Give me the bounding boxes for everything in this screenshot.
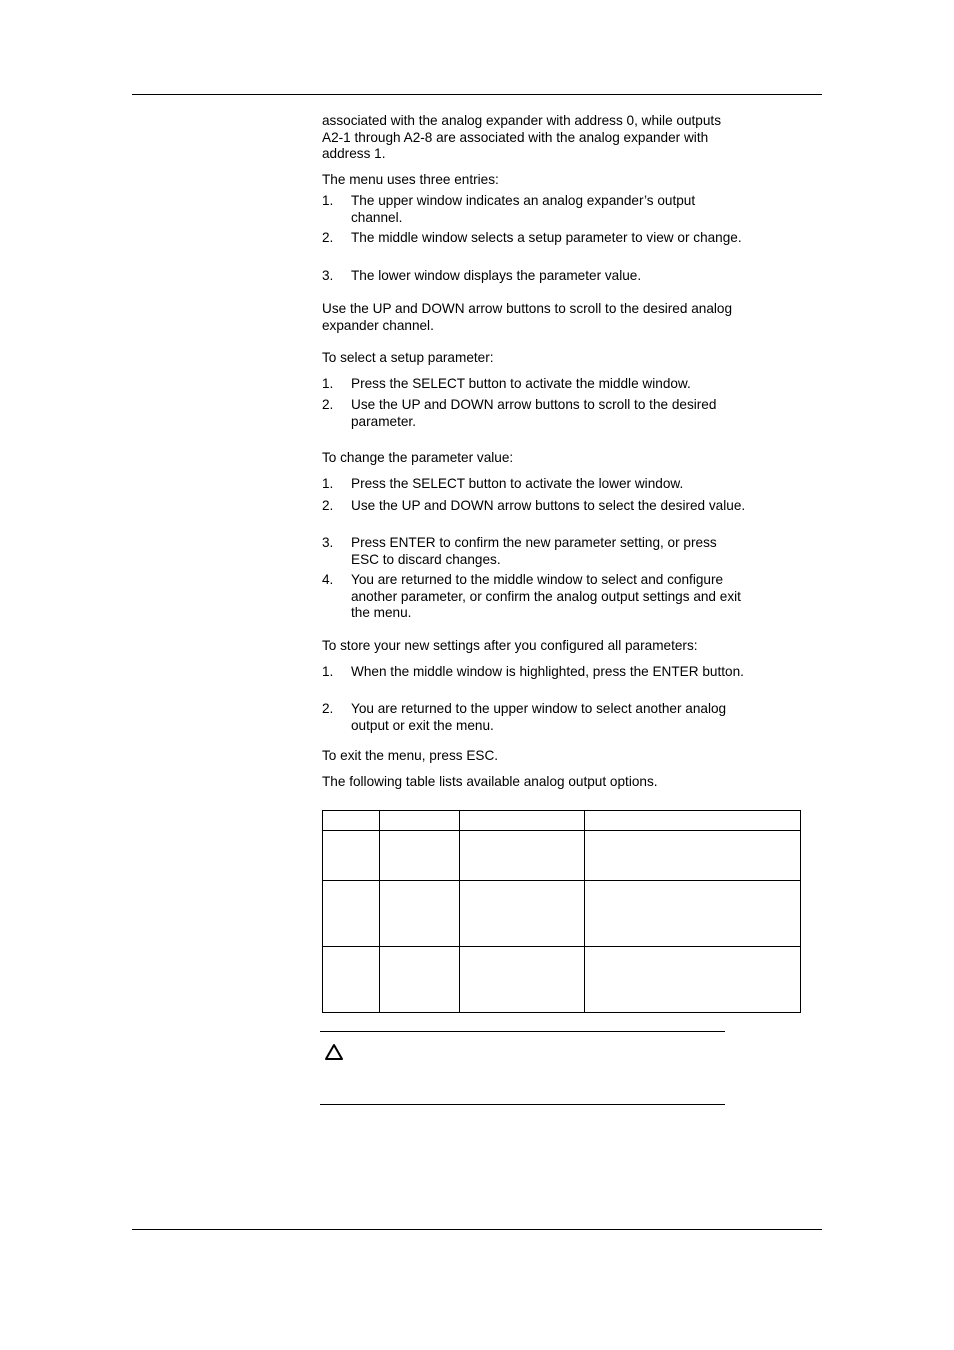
scroll-instruction: Use the UP and DOWN arrow buttons to scroll to the desired analog expander channel. <box>322 301 733 333</box>
list-text: Press the SELECT button to activate the middle window. <box>351 376 691 391</box>
table-cell <box>585 947 801 1013</box>
list-number: 3. <box>322 535 334 550</box>
list-number: 1. <box>322 193 334 208</box>
list-text: Use the UP and DOWN arrow buttons to select the desired value. <box>351 498 746 513</box>
change-value-lead: To change the parameter value: <box>322 450 514 465</box>
list-number: 4. <box>322 572 334 587</box>
list-number: 1. <box>322 376 334 391</box>
table-cell <box>585 831 801 881</box>
table-cell <box>323 831 380 881</box>
list-text: You are returned to the upper window to select another analog output or exit the menu. <box>351 701 727 733</box>
table-cell <box>460 881 585 947</box>
store-settings-lead: To store your new settings after you configured all parameters: <box>322 638 698 653</box>
table-cell <box>323 947 380 1013</box>
footer-rule <box>132 1229 822 1230</box>
list-text: The lower window displays the parameter value. <box>351 268 642 283</box>
table-cell <box>585 811 801 831</box>
list-text: Press the SELECT button to activate the lower window. <box>351 476 684 491</box>
list-number: 2. <box>322 498 334 513</box>
table-cell <box>460 831 585 881</box>
select-param-lead: To select a setup parameter: <box>322 350 494 365</box>
menu-entries-lead: The menu uses three entries: <box>322 172 499 187</box>
list-text: When the middle window is highlighted, press the ENTER button. <box>351 664 744 679</box>
list-text: Use the UP and DOWN arrow buttons to scroll to the desired parameter. <box>351 397 717 429</box>
list-number: 1. <box>322 476 334 491</box>
table-cell <box>323 811 380 831</box>
table-cell <box>380 811 460 831</box>
list-text: The upper window indicates an analog expander’s output channel. <box>351 193 696 225</box>
table-row <box>323 831 801 881</box>
analog-output-options-table <box>322 810 801 1013</box>
list-number: 1. <box>322 664 334 679</box>
table-cell <box>380 881 460 947</box>
exit-instruction: To exit the menu, press ESC. <box>322 748 499 763</box>
table-cell <box>460 947 585 1013</box>
caution-triangle-icon <box>324 1043 344 1061</box>
list-number: 2. <box>322 230 334 245</box>
table-row <box>323 881 801 947</box>
caution-top-rule <box>320 1031 725 1032</box>
list-text: You are returned to the middle window to select and configure another parameter, or confirm the analog output settings and exit the menu. <box>351 572 741 620</box>
table-row <box>323 947 801 1013</box>
table-intro: The following table lists available analog output options. <box>322 774 658 789</box>
table-cell <box>460 811 585 831</box>
header-rule <box>132 94 822 95</box>
table-cell <box>323 881 380 947</box>
continued-paragraph: associated with the analog expander with address 0, while outputs A2-1 through A2-8 are associated with the analog expander with address 1. <box>322 113 721 161</box>
list-number: 2. <box>322 701 334 716</box>
caution-bottom-rule <box>320 1104 725 1105</box>
table-cell <box>380 947 460 1013</box>
list-number: 2. <box>322 397 334 412</box>
table-header-row <box>323 811 801 831</box>
list-number: 3. <box>322 268 334 283</box>
list-text: Press ENTER to confirm the new parameter setting, or press ESC to discard changes. <box>351 535 717 567</box>
table-cell <box>380 831 460 881</box>
table-cell <box>585 881 801 947</box>
list-text: The middle window selects a setup parameter to view or change. <box>351 230 742 245</box>
